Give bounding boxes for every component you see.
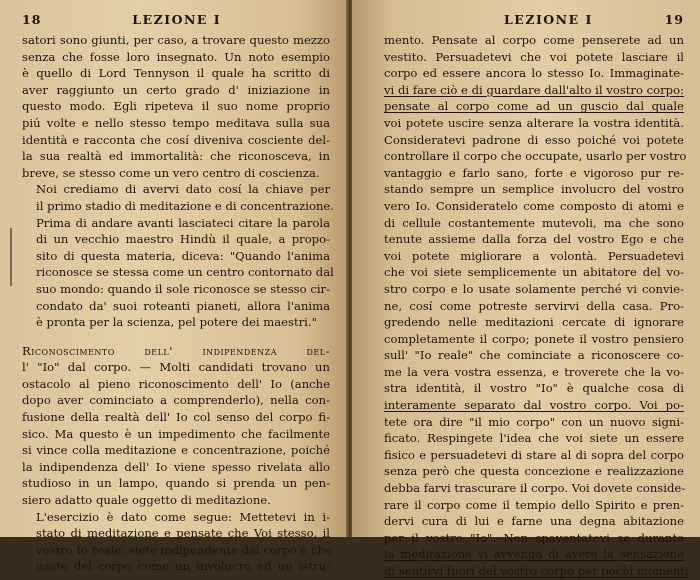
text-line: vestito. Persuadetevi che voi potete lasciare il [384,49,684,64]
underlined-line: vi di fare ciò e di guardare dall'alto il vostro corpo: [384,82,684,97]
text-line: fisico e persuadetevi di stare al di sopra del corpo [384,447,684,462]
text-line: stato di meditazione e pensate che Voi stesso, il [36,526,330,541]
text-line: di un vecchio maestro Hindù il quale, a propo- [36,232,330,247]
text-line: riconosce se stessa come un centro contornato dal [36,265,334,280]
text-line: debba farvi trascurare il corpo. Voi dovete conside- [384,481,686,496]
text-line: me la vera vostra essenza, e troverete che la vo- [384,364,684,379]
text-line: satori sono giunti, per caso, a trovare questo mezzo [22,33,330,47]
text-line: Prima di andare avanti lasciateci citare la parola [36,215,330,230]
text-line: ostacolo al pieno riconoscimento dell' Io (anche [22,376,330,391]
text-line: vantaggio e farlo sano, forte e vigoroso pur re- [384,165,684,180]
left-running-title: LEZIONE I [132,12,222,27]
text-line: è pronta per la scienza, pel potere dei maestri." [36,315,317,330]
text-line: voi potete migliorare a volontà. Persuadetevi [384,248,684,263]
text-line: vostro Io reale, siete indipendente dal corpo e che [36,542,332,557]
text-line: suo mondo: quando il sole riconosce se stesso cir- [36,281,330,296]
left-body-text [22,32,334,575]
text-line: di cellule costantemente mutevoli, ma che sono [384,215,684,230]
text-line: voi potete uscire senza alterare la vostra identità. [384,115,684,130]
pencil-margin-mark [10,228,12,286]
text-line: gredendo nelle meditazioni cercate di ignorare [384,315,684,330]
text-line: è quello di Lord Tennyson il quale ha scritto di [22,66,330,81]
text-line: dopo aver cominciato a comprenderlo), nella con- [22,393,330,408]
text-line: L'esercizio è dato come segue: Mettetevi in i- [36,509,330,524]
text-line: senza che fosse loro insegnato. Un noto esempio [22,49,330,64]
underlined-line: di sentirvi fuori del vostro corpo per pochi momenti [384,564,689,578]
text-line: piú volte e nello stesso tempo meditava sulla sua [22,115,330,130]
text-line: stro corpo e lo usate solamente perché vi convie- [384,281,684,296]
section-heading-line: l' "Io" dal corpo. — Molti candidati trovano un [22,360,330,375]
text-line: sull' "Io reale" che cominciate a riconoscere co- [384,348,684,363]
text-line: si vince colla meditazione e concentrazione, poiché [22,443,330,458]
left-page-number: 18 [22,12,42,27]
text-line: studioso in un lampo, quando si prenda un pen- [22,476,330,491]
text-line: completamente il corpo; ponete il vostro pensiero [384,331,684,346]
right-body-text [384,32,689,580]
text-line: sito di questa materia, diceva: "Quando l'anima [36,248,330,263]
text-line: tenute assieme dalla forza del vostro Ego e che [384,232,684,247]
text-line: corpo ed essere ancora lo stesso Io. Immaginate- [384,66,684,81]
text-line: stra identità, il vostro "Io" è qualche cosa di [384,381,684,396]
text-line: vero Io. Consideratelo come composto di atomi e [384,198,684,213]
left-page [0,0,348,574]
text-line: la sua realtà ed immortalità: che riconosceva, in [22,149,330,164]
text-line: mento. Pensate al corpo come penserete ad un [384,33,684,47]
text-line: il primo stadio di meditazione e di concentrazione. [36,198,334,213]
text-line: ne, cosí come potreste servirvi della casa. Pro- [384,298,684,313]
text-line: breve, se stesso come un vero centro di coscienza. [22,165,320,180]
text-line: stando sempre un semplice involucro del vostro [384,182,684,197]
left-running-head [22,12,330,30]
text-line: controllare il corpo che occupate, usarlo per vostro [384,149,687,164]
right-running-head [384,12,684,30]
text-line: ficato. Respingete l'idea che voi siete un essere [384,431,684,446]
text-line: senza però che questa concezione e realizzazione [384,464,684,479]
underlined-line: la meditazione vi avvenga di avere la sensazione [384,547,684,562]
text-line: Noi crediamo di avervi dato cosí la chiave per [36,182,330,197]
text-line: usate del corpo come un involucro ed un istru- [36,559,330,574]
text-line: sico. Ma questo è un impedimento che facilmente [22,426,330,441]
underlined-line: interamente separato dal vostro corpo. Voi po- [384,398,684,413]
right-running-title: LEZIONE I [504,12,593,27]
underlined-line: pensate al corpo come ad un guscio dal quale [384,99,684,114]
text-line: condato da' suoi roteanti pianeti, allora l'anima [36,298,330,313]
section-heading-line: Riconoscimento dell' indipendenza del- [22,343,330,358]
text-line: rare il corpo come il tempio dello Spirito e pren- [384,497,684,512]
text-line: la indipendenza dell' Io viene spesso rivelata allo [22,459,330,474]
text-line: fusione della realtà dell' Io col senso del corpo fi- [22,410,330,425]
text-line: siero adatto quale oggetto di meditazione. [22,493,271,508]
text-line: dervi cura di lui e farne una degna abitazione [384,514,684,529]
text-line: Consideratevi padrone di esso poiché voi potete [384,132,684,147]
text-line: per il vostro "Io". Non spaventatevi se durante [384,530,684,545]
text-line: identità e racconta che cosí diveniva cosciente del- [22,132,330,147]
right-page-number: 19 [664,12,684,27]
text-line: aver raggiunto un certo grado d' iniziazione in [22,82,330,97]
text-line: tete ora dire "il mio corpo" con un nuovo signi- [384,414,684,429]
text-line: che voi siete semplicemente un abitatore del vo- [384,265,684,280]
text-line: questo modo. Egli ripeteva il suo nome proprio [22,99,330,114]
right-page [352,0,700,578]
